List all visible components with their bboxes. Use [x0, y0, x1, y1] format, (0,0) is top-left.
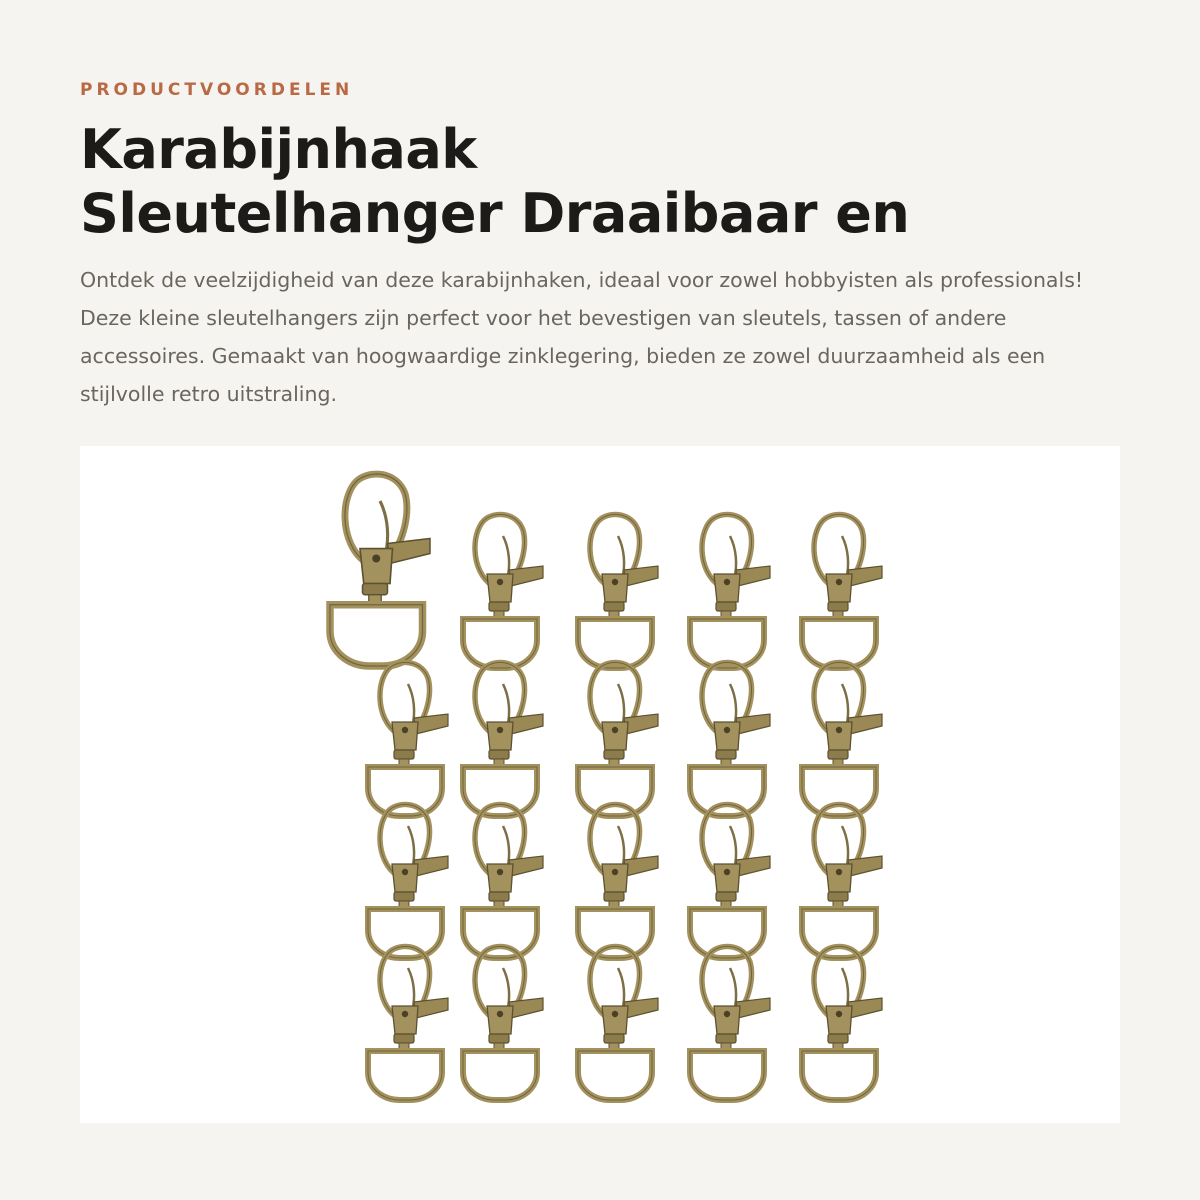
section-eyebrow: PRODUCTVOORDELEN: [80, 80, 354, 100]
clasp: [578, 946, 658, 1100]
product-photo: [80, 446, 1120, 1123]
clasp: [463, 946, 543, 1100]
clasp: [802, 514, 882, 668]
product-description: Ontdek de veelzijdigheid van deze karabijnhaken, ideaal voor zowel hobbyisten als professionals! Deze kleine sleutelhangers zijn perfect voor het bevestigen van sleutels, tassen of andere accessoires. Gemaakt van hoogwaardige zinklegering, bieden ze zowel duurzaamheid als een stijlvolle retro uitstraling.: [80, 268, 1084, 406]
product-title-line-1: Karabijnhaak: [80, 118, 477, 181]
clasp: [802, 662, 882, 816]
product-title: [80, 118, 1120, 246]
clasp: [368, 804, 448, 958]
product-title-line-2: Sleutelhanger Draaibaar en: [80, 182, 910, 245]
clasp: [690, 946, 770, 1100]
clasp: [690, 514, 770, 668]
clasp-illustration: [80, 446, 1120, 1123]
clasp: [578, 804, 658, 958]
clasp: [463, 662, 543, 816]
clasp: [368, 946, 448, 1100]
clasp: [690, 662, 770, 816]
clasp: [690, 804, 770, 958]
clasp: [463, 514, 543, 668]
clasp-large: [330, 474, 430, 666]
clasp: [802, 946, 882, 1100]
clasp: [368, 662, 448, 816]
clasp: [463, 804, 543, 958]
clasp: [802, 804, 882, 958]
clasp: [578, 662, 658, 816]
clasp: [578, 514, 658, 668]
